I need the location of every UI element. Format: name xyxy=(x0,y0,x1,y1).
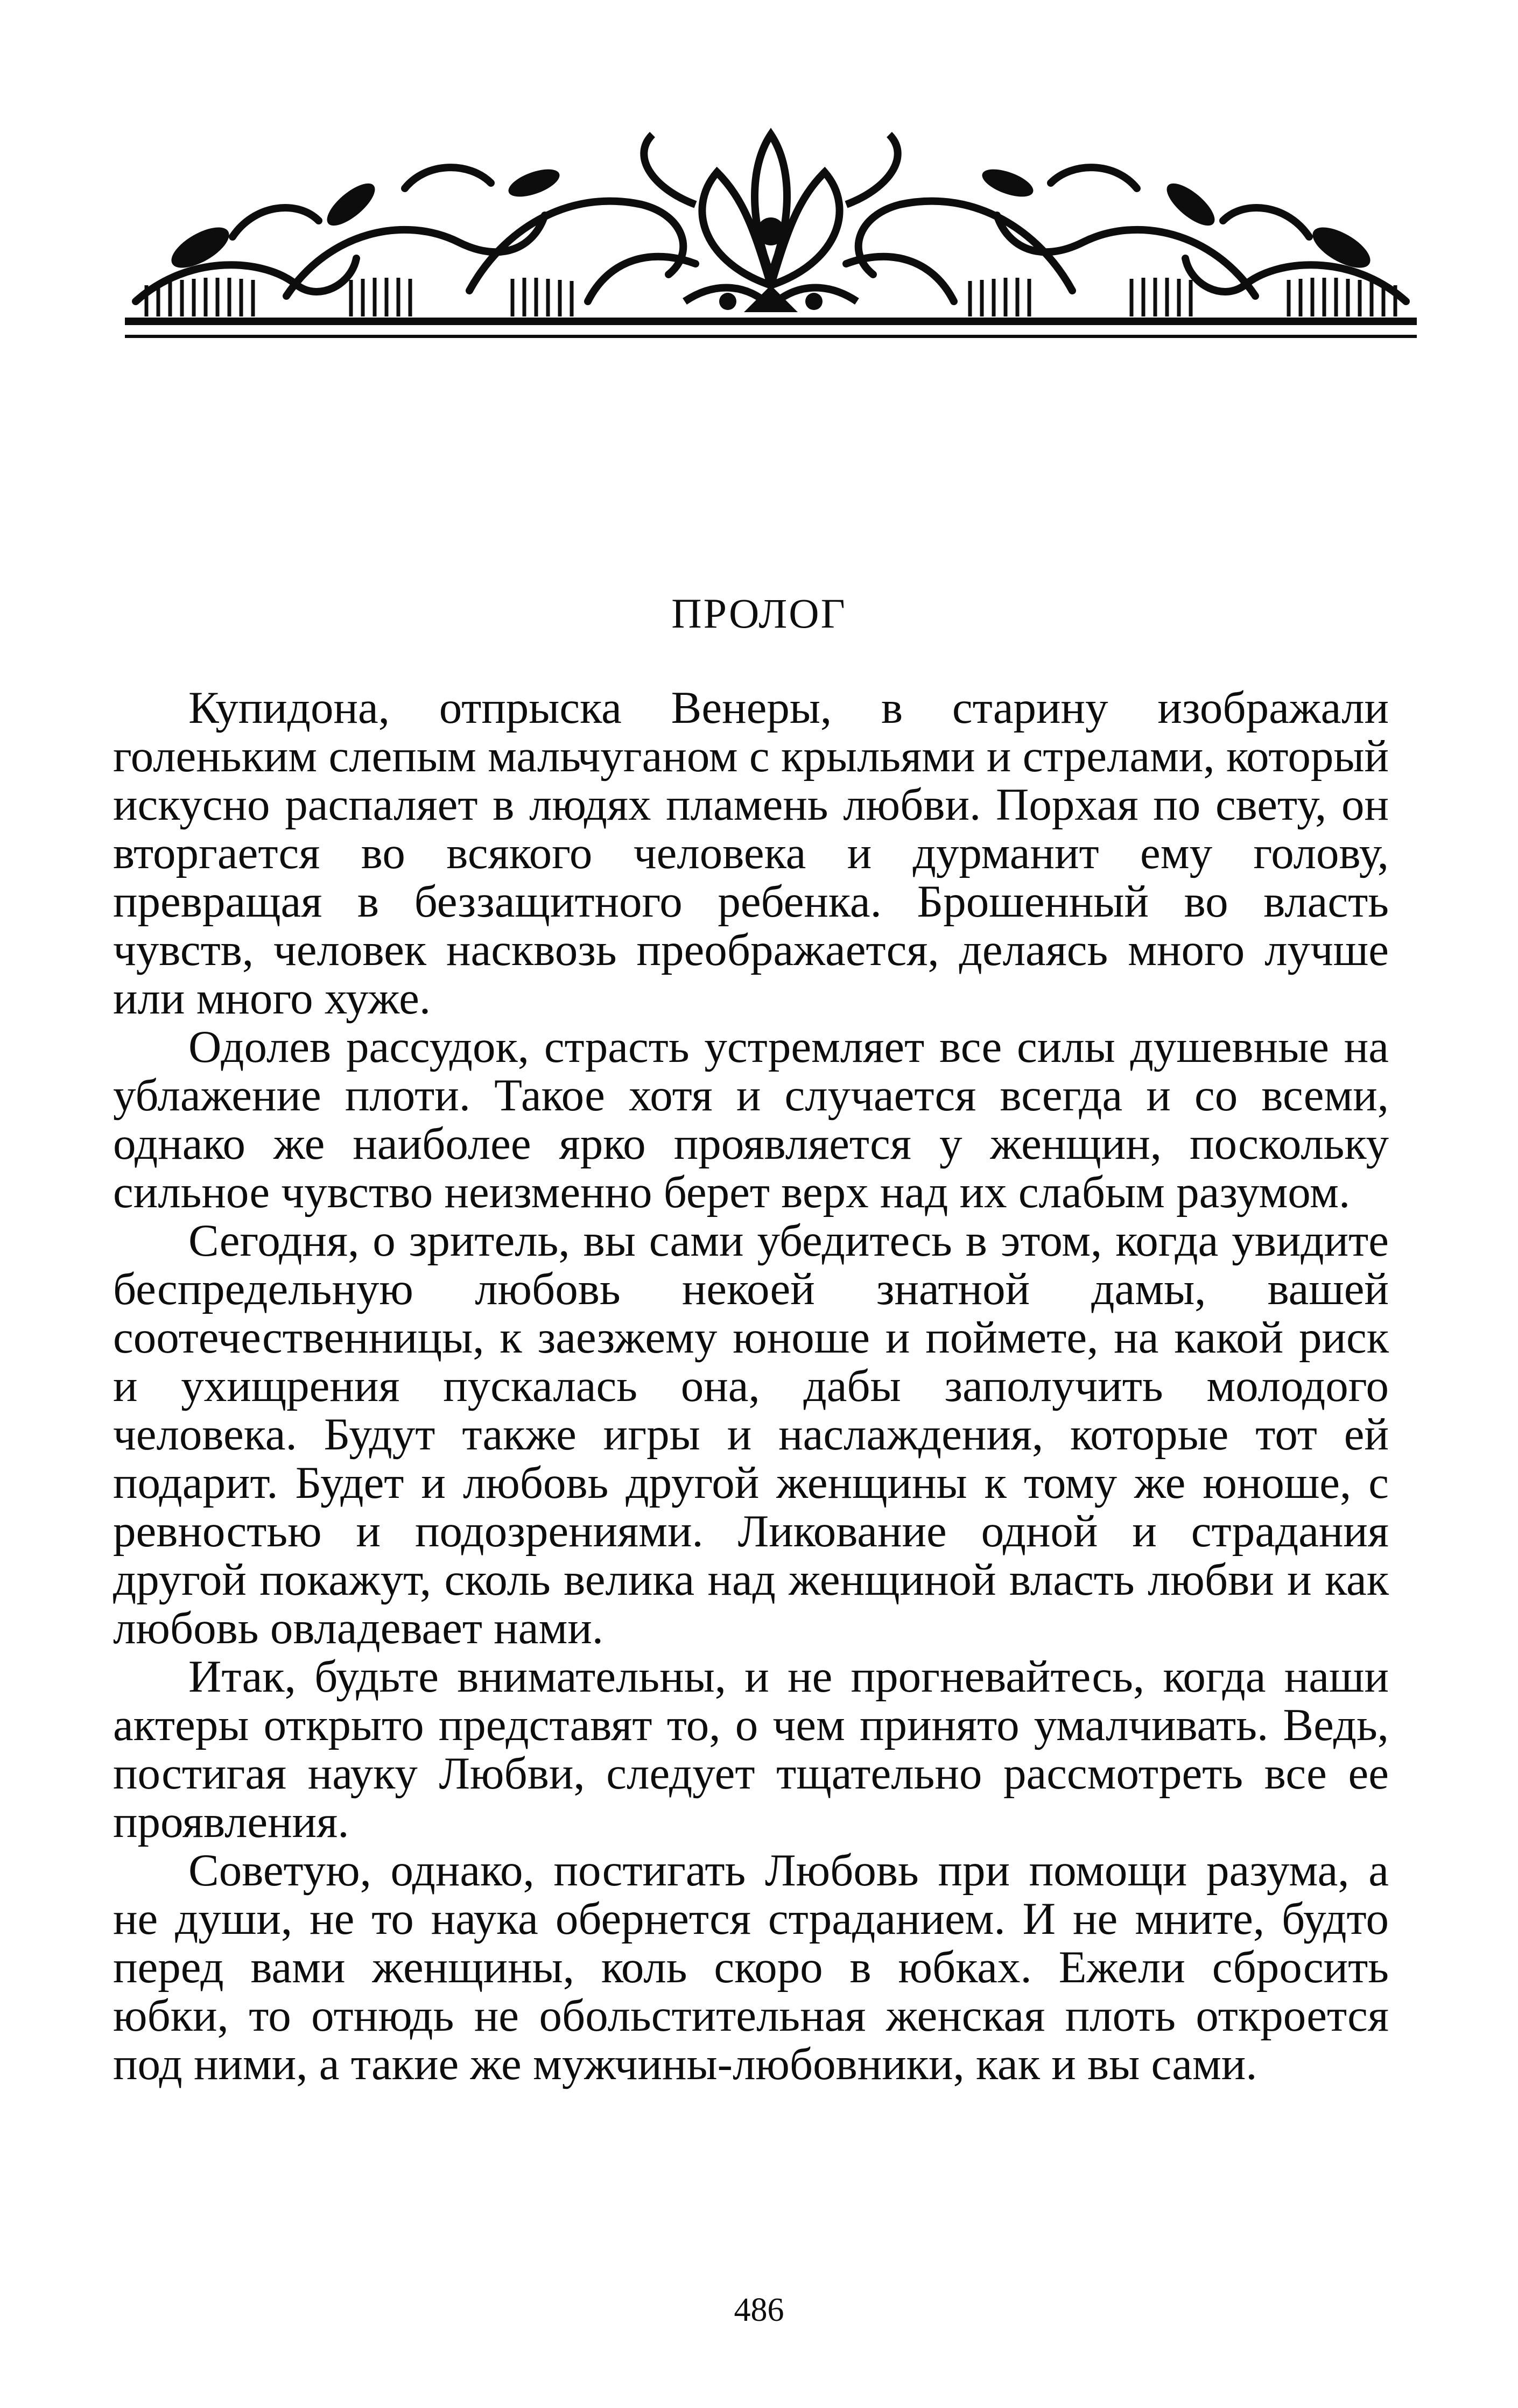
chapter-title: ПРОЛОГ xyxy=(671,590,847,637)
paragraph: Сегодня, о зритель, вы сами убедитесь в этом, когда увидите беспредельную любовь некоей знатной дамы, вашей соотечественницы, к заезжему юноше и поймете, на какой риск и ухищрения пускалась она, дабы заполучить молодого человека. Будут также игры и наслаждения, которые тот ей подарит. Будет и любовь другой женщины к тому же юноше, с ревностью и подозрениями. Ликование одной и страдания другой покажут, сколь велика над женщиной власть любви и как любовь овладевает нами. xyxy=(113,1215,1389,1653)
paragraph: Итак, будьте внимательны, и не прогневайтесь, когда наши актеры открыто представят то, о чем принято умалчивать. Ведь, постигая науку Любви, следует тщательно рассмотреть все ее проявления. xyxy=(113,1651,1389,1847)
decorative-header-ornament xyxy=(125,124,1417,350)
paragraph: Одолев рассудок, страсть устремляет все силы душевные на ублажение плоти. Такое хотя и случается всегда и со всеми, однако же наиболее ярко проявляется у женщин, поскольку сильное чувство неизменно берет верх над их слабым разумом. xyxy=(113,1022,1389,1217)
body-text xyxy=(113,684,1389,2088)
paragraph: Купидона, отпрыска Венеры, в старину изображали голеньким слепым мальчуганом с крыльями и стрелами, который искусно распаляет в людях пламень любви. Порхая по свету, он вторгается во всякого человека и дурманит ему голову, превращая в беззащитного ребенка. Брошенный во власть чувств, человек насквозь преображается, делаясь много лучше или много хуже. xyxy=(113,682,1389,1024)
paragraph: Советую, однако, постигать Любовь при помощи разума, а не души, не то наука обернется страданием. И не мните, будто перед вами женщины, коль скоро в юбках. Ежели сбросить юбки, то отнюдь не обольстительная женская плоть откроется под ними, а такие же мужчины-любовники, как и вы сами. xyxy=(113,1845,1389,2089)
page-number: 486 xyxy=(734,2292,784,2328)
